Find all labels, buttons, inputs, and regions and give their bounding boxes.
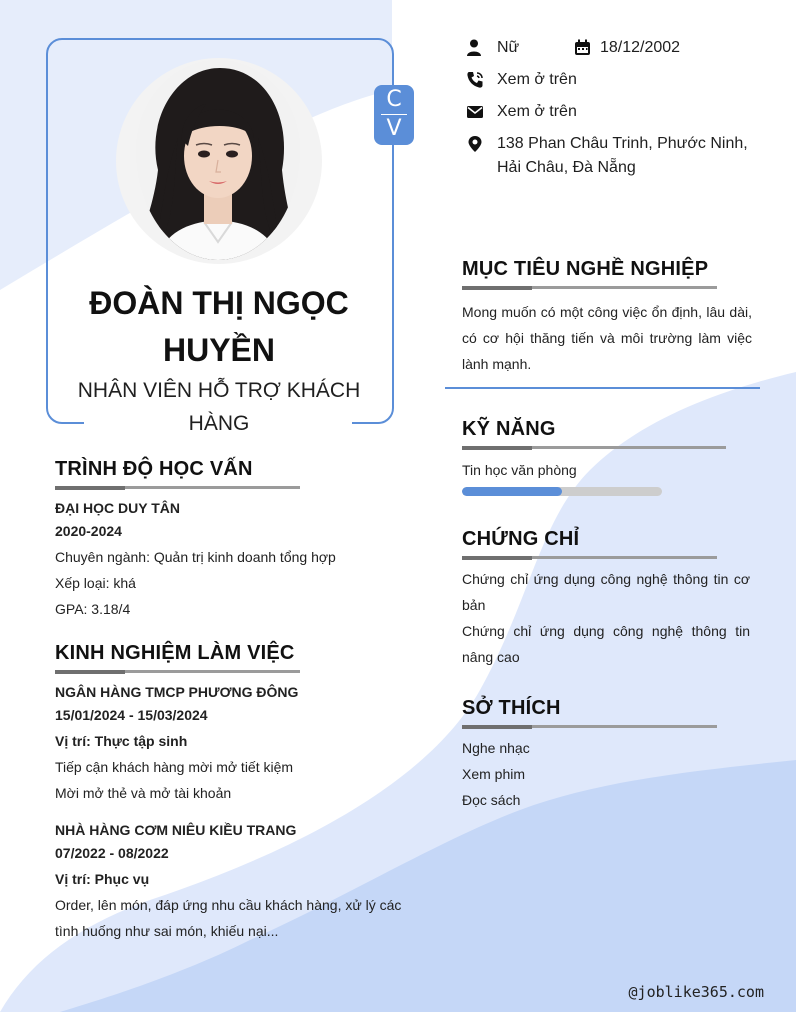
calendar-icon xyxy=(574,39,592,57)
contact-phone: Xem ở trên xyxy=(497,71,577,88)
objective-text: Mong muốn có một công việc ổn định, lâu dài, có cơ hội thăng tiến và môi trường làm việc lành mạnh. xyxy=(462,304,752,372)
experience-section xyxy=(55,642,405,944)
experience-rule xyxy=(55,670,300,673)
contact-address: 138 Phan Châu Trinh, Phước Ninh, Hải Châu, Đà Nẵng xyxy=(497,135,748,176)
hobbies-rule xyxy=(462,725,717,728)
contact-email-row xyxy=(466,100,766,124)
hobbies-title: SỞ THÍCH xyxy=(462,697,561,719)
certificates-title: CHỨNG CHỈ xyxy=(462,528,580,550)
education-gpa: GPA: 3.18/4 xyxy=(55,601,131,617)
person-icon xyxy=(466,39,484,57)
education-section xyxy=(55,458,405,622)
hobbies-section xyxy=(462,697,750,813)
skills-title: KỸ NĂNG xyxy=(462,418,556,440)
certificates-section xyxy=(462,528,750,670)
certificate-item: Chứng chỉ ứng dụng công nghệ thông tin nâng cao xyxy=(462,623,750,665)
education-title: TRÌNH ĐỘ HỌC VẤN xyxy=(55,458,253,480)
job-position: Vị trí: Thực tập sinh xyxy=(55,733,188,749)
candidate-name: ĐOÀN THỊ NGỌC HUYỀN xyxy=(89,285,349,368)
education-rule xyxy=(55,486,300,489)
phone-icon xyxy=(466,71,484,89)
skill-label: Tin học văn phòng xyxy=(462,462,577,478)
education-school: ĐẠI HỌC DUY TÂN xyxy=(55,500,180,516)
cv-badge-top: C xyxy=(386,87,402,112)
education-rank: Xếp loại: khá xyxy=(55,575,136,591)
job-company: NGÂN HÀNG TMCP PHƯƠNG ĐÔNG xyxy=(55,684,299,700)
contact-gender-birthday-row xyxy=(466,36,766,60)
candidate-role: NHÂN VIÊN HỖ TRỢ KHÁCH HÀNG xyxy=(77,379,361,435)
contact-phone-row xyxy=(466,68,766,92)
skills-section xyxy=(462,418,752,496)
skill-bar-fill xyxy=(462,487,562,496)
contact-block xyxy=(466,36,766,180)
job-position: Vị trí: Phục vụ xyxy=(55,871,150,887)
job-period: 15/01/2024 - 15/03/2024 xyxy=(55,707,208,723)
location-pin-icon xyxy=(466,135,484,153)
objective-title: MỤC TIÊU NGHỀ NGHIỆP xyxy=(462,258,709,280)
certificate-item: Chứng chỉ ứng dụng công nghệ thông tin cơ bản xyxy=(462,571,750,613)
hobby-item: Nghe nhạc xyxy=(462,740,530,756)
job-company: NHÀ HÀNG CƠM NIÊU KIỀU TRANG xyxy=(55,822,297,838)
job-entry xyxy=(55,819,405,944)
job-task: Order, lên món, đáp ứng nhu cầu khách hàng, xử lý các tình huống như sai món, khiếu nại... xyxy=(55,897,402,939)
education-period: 2020-2024 xyxy=(55,523,122,539)
job-task: Tiếp cận khách hàng mời mở tiết kiệm xyxy=(55,759,294,775)
hobby-item: Đọc sách xyxy=(462,792,521,808)
education-major: Chuyên ngành: Quản trị kinh doanh tổng hợp xyxy=(55,549,336,565)
contact-birthday: 18/12/2002 xyxy=(600,39,681,56)
cv-badge-bottom: V xyxy=(386,116,402,141)
certificates-rule xyxy=(462,556,717,559)
objective-rule xyxy=(462,286,717,289)
experience-title: KINH NGHIỆM LÀM VIỆC xyxy=(55,642,295,664)
contact-email: Xem ở trên xyxy=(497,103,577,120)
contact-address-row xyxy=(466,132,766,180)
skill-bar xyxy=(462,487,662,496)
section-divider xyxy=(445,387,760,389)
job-period: 07/2022 - 08/2022 xyxy=(55,845,169,861)
footer-site: @joblike365.com xyxy=(628,983,764,1001)
job-task: Mời mở thẻ và mở tài khoản xyxy=(55,785,232,801)
mail-icon xyxy=(466,103,484,121)
cv-badge xyxy=(374,85,414,145)
job-entry xyxy=(55,681,405,806)
contact-gender: Nữ xyxy=(497,39,520,56)
objective-section xyxy=(462,258,752,377)
skills-rule xyxy=(462,446,726,449)
hobby-item: Xem phim xyxy=(462,766,526,782)
